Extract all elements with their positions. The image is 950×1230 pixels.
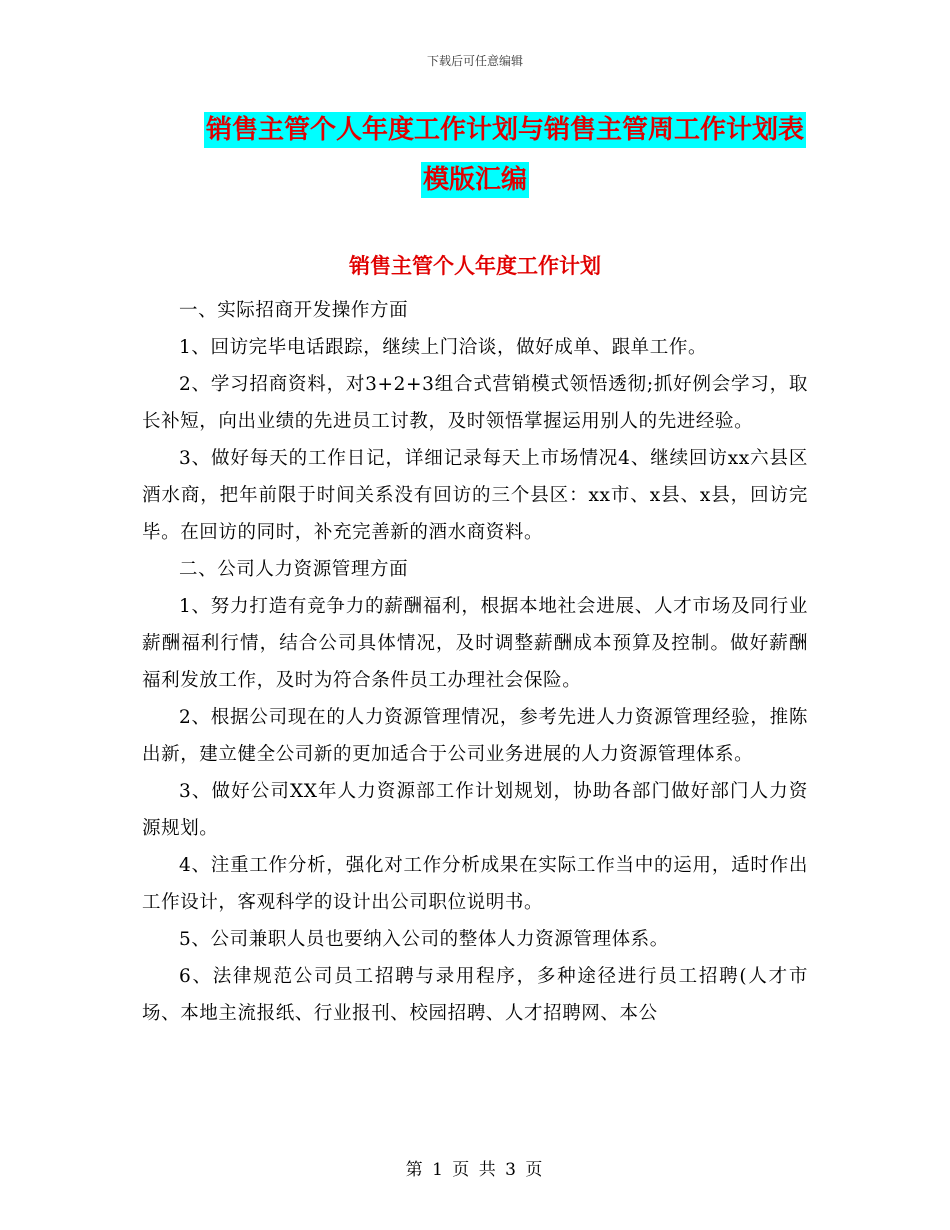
- document-title: [0, 112, 950, 198]
- paragraph: 二、公司人力资源管理方面: [179, 559, 409, 580]
- paragraph: 3、做好公司XX年人力资源部工作计划规划，协助各部门做好部门人力资源规划。: [142, 781, 808, 839]
- paragraph: 一、实际招商开发操作方面: [179, 300, 409, 321]
- document-body: [142, 292, 808, 1032]
- paragraph: 6、法律规范公司员工招聘与录用程序，多种途径进行员工招聘(人才市场、本地主流报纸、行业报刊、校园招聘、人才招聘网、本公: [142, 966, 808, 1024]
- paragraph: 1、回访完毕电话跟踪，继续上门洽谈，做好成单、跟单工作。: [179, 337, 708, 358]
- header-note: 下载后可任意编辑: [426, 54, 523, 68]
- page-footer: 第 1 页 共 3 页: [405, 1160, 545, 1180]
- title-line-1: 销售主管个人年度工作计划与销售主管周工作计划表: [204, 112, 806, 148]
- paragraph: 1、努力打造有竞争力的薪酬福利，根据本地社会进展、人才市场及同行业薪酬福利行情，结合公司具体情况，及时调整薪酬成本预算及控制。做好薪酬福利发放工作，及时为符合条件员工办理社会保险。: [142, 596, 808, 691]
- paragraph: 4、注重工作分析，强化对工作分析成果在实际工作当中的运用，适时作出工作设计，客观科学的设计出公司职位说明书。: [142, 855, 808, 913]
- paragraph: 5、公司兼职人员也要纳入公司的整体人力资源管理体系。: [179, 929, 669, 950]
- title-line-2: 模版汇编: [421, 162, 529, 198]
- section-title: 销售主管个人年度工作计划: [349, 254, 601, 278]
- paragraph: 2、根据公司现在的人力资源管理情况，参考先进人力资源管理经验，推陈出新，建立健全公司新的更加适合于公司业务进展的人力资源管理体系。: [142, 707, 808, 765]
- paragraph: 3、做好每天的工作日记，详细记录每天上市场情况4、继续回访xx六县区酒水商，把年前限于时间关系没有回访的三个县区：xx市、x县、x县，回访完毕。在回访的同时，补充完善新的酒水商资料。: [142, 448, 808, 543]
- paragraph: 2、学习招商资料，对3+2+3组合式营销模式领悟透彻;抓好例会学习，取长补短，向出业绩的先进员工讨教，及时领悟掌握运用别人的先进经验。: [142, 374, 808, 432]
